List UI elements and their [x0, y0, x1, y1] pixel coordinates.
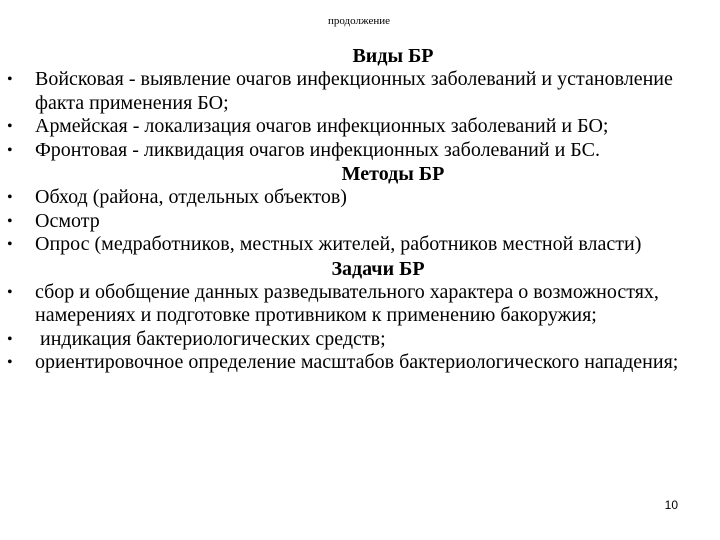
list-tasks — [0, 281, 720, 375]
list-item — [0, 210, 720, 234]
list-item — [0, 281, 720, 328]
bullet-icon: • — [7, 330, 13, 348]
heading-methods: Методы БР — [341, 163, 445, 185]
list-item-text: сбор и обобщение данных разведывательного характера о возможностях, намерениях и подготовке противником к применению бакоружия; — [35, 280, 659, 326]
list-methods — [0, 186, 720, 257]
list-item — [0, 68, 720, 115]
list-item — [0, 233, 720, 257]
list-item-text: Армейская - локализация очагов инфекционных заболеваний и БО; — [35, 115, 609, 137]
bullet-icon: • — [7, 71, 13, 88]
list-item-text: индикация бактериологических средств; — [35, 327, 386, 350]
list-item-text: Осмотр — [35, 209, 100, 232]
list-item — [0, 186, 720, 210]
continuation-label — [0, 15, 720, 27]
slide-content — [0, 44, 720, 375]
bullet-icon: • — [7, 236, 13, 253]
continuation-text: продолжение — [327, 15, 390, 27]
bullet-icon: • — [7, 354, 13, 371]
page-number: 10 — [664, 498, 678, 512]
list-item — [0, 139, 720, 163]
list-item-text: Войсковая - выявление очагов инфекционных заболеваний и установление факта применения БО; — [35, 68, 673, 114]
heading-tasks: Задачи БР — [331, 257, 425, 280]
list-item-text: Обход (района, отдельных объектов) — [35, 186, 347, 208]
list-kinds — [0, 68, 720, 162]
list-item — [0, 351, 720, 375]
list-item-text: Фронтовая - ликвидация очагов инфекционных заболеваний и БС. — [35, 138, 600, 161]
bullet-icon: • — [7, 212, 13, 230]
heading-kinds: Виды БР — [352, 45, 434, 67]
bullet-icon: • — [7, 283, 13, 301]
list-item-text: Опрос (медработников, местных жителей, работников местной власти) — [35, 233, 642, 255]
bullet-icon: • — [7, 118, 13, 135]
bullet-icon: • — [7, 189, 13, 206]
bullet-icon: • — [7, 141, 13, 159]
list-item — [0, 328, 720, 352]
list-item-text: ориентировочное определение масштабов бактериологического нападения; — [35, 351, 679, 373]
list-item — [0, 115, 720, 139]
